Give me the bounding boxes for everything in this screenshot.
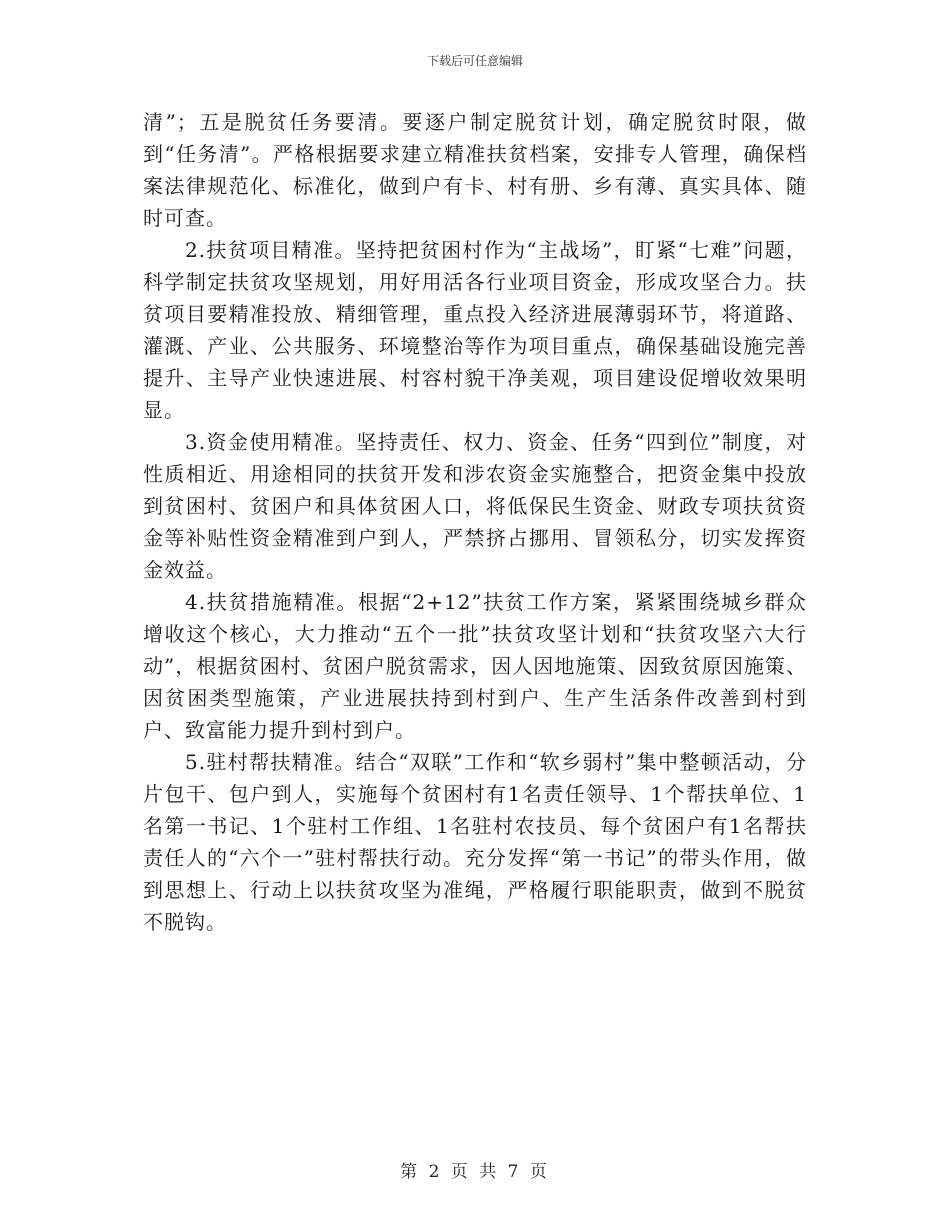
document-body	[143, 106, 807, 938]
paragraph-continuation: 清”；五是脱贫任务要清。要逐户制定脱贫计划，确定脱贫时限，做到“任务清”。严格根据要求建立精准扶贫档案，安排专人管理，确保档案法律规范化、标准化，做到户有卡、村有册、乡有薄、真实具体、随时可查。	[143, 110, 807, 230]
paragraph-village-assistance: 5.驻村帮扶精准。结合“双联”工作和“软乡弱村”集中整顿活动，分片包干、包户到人，实施每个贫困村有1名责任领导、1个帮扶单位、1名第一书记、1个驻村工作组、1名驻村农技员、每个贫困户有1名帮扶责任人的“六个一”驻村帮扶行动。充分发挥“第一书记”的带头作用，做到思想上、行动上以扶贫攻坚为准绳，严格履行职能职责，做到不脱贫不脱钩。	[143, 750, 807, 934]
paragraph-poverty-projects: 2.扶贫项目精准。坚持把贫困村作为“主战场”，盯紧“七难”问题，科学制定扶贫攻坚规划，用好用活各行业项目资金，形成攻坚合力。扶贫项目要精准投放、精细管理，重点投入经济进展薄弱环节，将道路、灌溉、产业、公共服务、环境整治等作为项目重点，确保基础设施完善提升、主导产业快速进展、村容村貌干净美观，项目建设促增收效果明显。	[143, 238, 807, 422]
page-number: 第 2 页 共 7 页	[400, 1162, 550, 1182]
paragraph-fund-usage: 3.资金使用精准。坚持责任、权力、资金、任务“四到位”制度，对性质相近、用途相同的扶贫开发和涉农资金实施整合，把资金集中投放到贫困村、贫困户和具体贫困人口，将低保民生资金、财政专项扶贫资金等补贴性资金精准到户到人，严禁挤占挪用、冒领私分，切实发挥资金效益。	[143, 430, 807, 582]
page-header: 下载后可任意编辑	[426, 54, 523, 68]
paragraph-poverty-measures: 4.扶贫措施精准。根据“2+12”扶贫工作方案，紧紧围绕城乡群众增收这个核心，大力推动“五个一批”扶贫攻坚计划和“扶贫攻坚六大行动”，根据贫困村、贫困户脱贫需求，因人因地施策、因致贫原因施策、因贫困类型施策，产业进展扶持到村到户、生产生活条件改善到村到户、致富能力提升到村到户。	[143, 590, 807, 742]
